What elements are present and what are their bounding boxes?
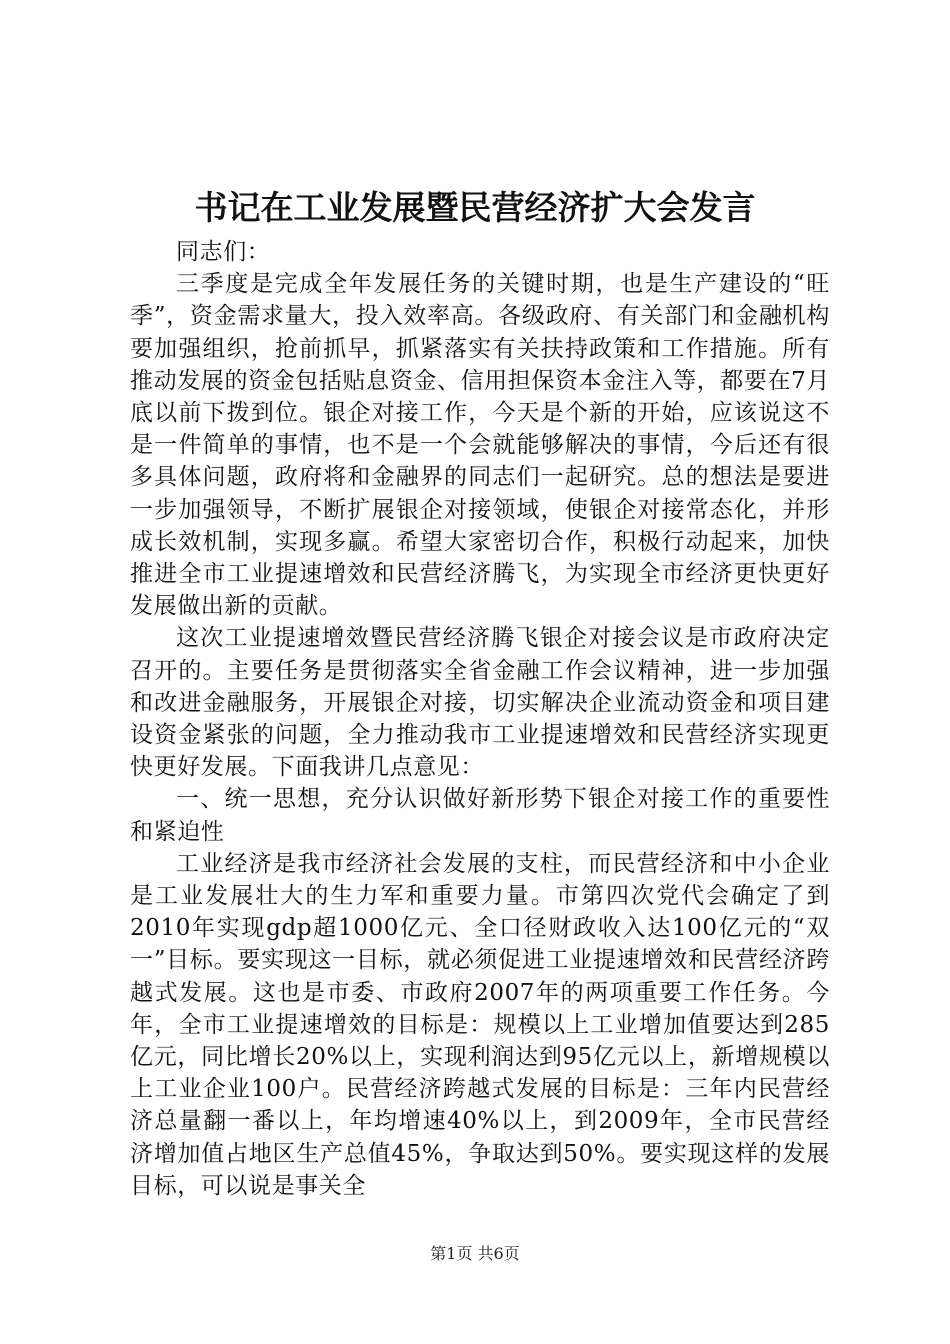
body-paragraph: 这次工业提速增效暨民营经济腾飞银企对接会议是市政府决定召开的。主要任务是贯彻落实全省金融工作会议精神，进一步加强和改进金融服务，开展银企对接，切实解决企业流动资金和项目建设资金紧张的问题，全力推动我市工业提速增效和民营经济实现更快更好发展。下面我讲几点意见：	[130, 625, 830, 781]
body-paragraph: 三季度是完成全年发展任务的关键时期，也是生产建设的“旺季”，资金需求量大，投入效率高。各级政府、有关部门和金融机构要加强组织，抢前抓早，抓紧落实有关扶持政策和工作措施。所有推动发展的资金包括贴息资金、信用担保资本金注入等，都要在7月底以前下拨到位。银企对接工作，今天是个新的开始，应该说这不是一件简单的事情，也不是一个会就能够解决的事情，今后还有很多具体问题，政府将和金融界的同志们一起研究。总的想法是要进一步加强领导，不断扩展银企对接领域，使银企对接常态化，并形成长效机制，实现多赢。希望大家密切合作，积极行动起来，加快推进全市工业提速增效和民营经济腾飞，为实现全市经济更快更好发展做出新的贡献。	[130, 271, 830, 620]
section-heading: 一、统一思想，充分认识做好新形势下银企对接工作的重要性和紧迫性	[130, 786, 830, 845]
document-title: 书记在工业发展暨民营经济扩大会发言	[194, 188, 756, 227]
body-paragraph: 工业经济是我市经济社会发展的支柱，而民营经济和中小企业是工业发展壮大的生力军和重要力量。市第四次党代会确定了到2010年实现gdp超1000亿元、全口径财政收入达100亿元的“双一”目标。要实现这一目标，就必须促进工业提速增效和民营经济跨越式发展。这也是市委、市政府2007年的两项重要工作任务。今年，全市工业提速增效的目标是：规模以上工业增加值要达到285亿元，同比增长20%以上，实现利润达到95亿元以上，新增规模以上工业企业100户。民营经济跨越式发展的目标是：三年内民营经济总量翻一番以上，年均增速40%以上，到2009年，全市民营经济增加值占地区生产总值45%，争取达到50%。要实现这样的发展目标，可以说是事关全	[130, 850, 830, 1199]
page-number: 第1页 共6页	[430, 1244, 520, 1263]
salutation-paragraph: 同志们：	[176, 239, 271, 265]
document-body	[130, 236, 830, 1202]
